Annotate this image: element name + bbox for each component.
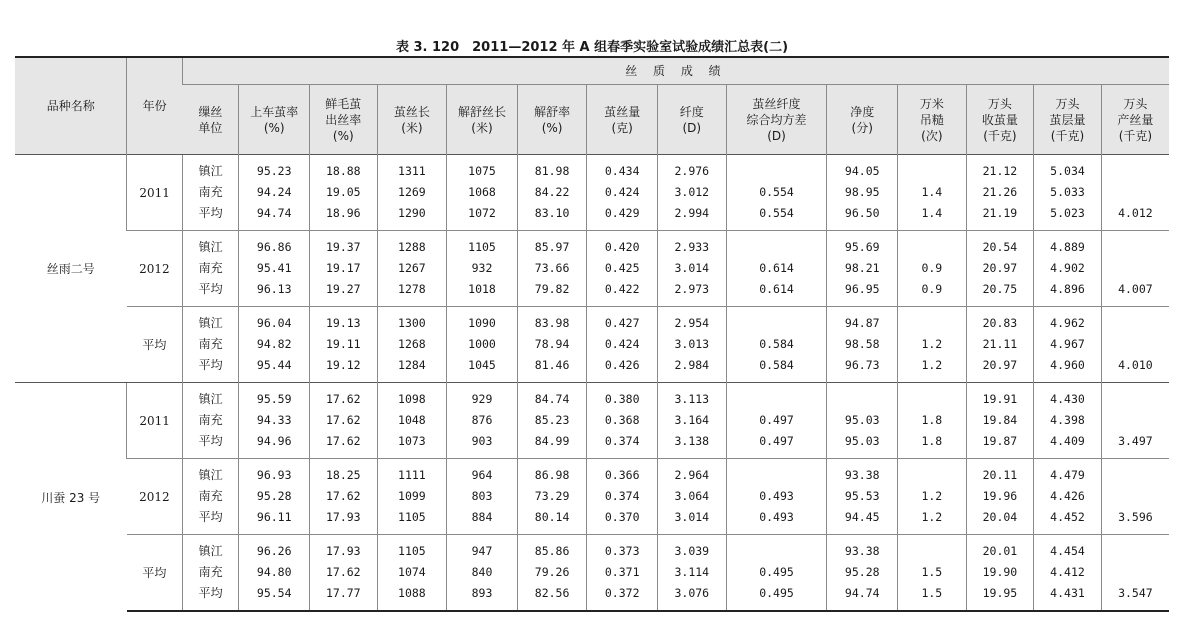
column-header: 纤度 (D) [658,85,727,155]
value-cell: 0.493 0.493 [759,489,794,524]
column-header: 缫丝 单位 [182,85,238,155]
table-row [15,155,1169,231]
table-row [15,535,1169,612]
year-cell: 2011 [127,155,182,231]
year-cell: 2011 [127,383,182,459]
value-cell: 1.4 1.4 [921,185,943,220]
table-row [15,307,1169,383]
value-cell: 85.86 79.26 82.56 [534,544,570,600]
value-cell: 1105 932 1018 [468,240,496,296]
value-cell: 1.5 1.5 [921,565,943,600]
unit-cell: 镇江 南充 平均 [198,316,223,372]
value-cell: 4.430 4.398 4.409 [1050,392,1085,448]
column-header: 上车茧率 (%) [239,85,310,155]
value-cell: 84.74 85.23 84.99 [534,392,570,448]
value-cell: 0.9 0.9 [921,261,943,296]
table-caption: 表 3. 120 2011—2012 年 A 组春季实验室试验成绩汇总表(二) [395,40,789,55]
variety-name: 丝雨二号 [15,155,127,383]
unit-cell: 镇江 南充 平均 [198,468,223,524]
value-cell: 929 876 903 [471,392,493,448]
value-cell: 19.37 19.17 19.27 [325,240,361,296]
value-cell: 20.54 20.97 20.75 [982,240,1018,296]
year-cell: 平均 [127,307,182,383]
value-cell: 81.98 84.22 83.10 [534,164,570,220]
year-cell: 2012 [127,459,182,535]
value-cell: 3.113 3.164 3.138 [674,392,710,448]
column-header: 茧丝长 (米) [377,85,447,155]
header-group: 丝 质 成 绩 [182,57,1169,85]
value-cell: 19.91 19.84 19.87 [982,392,1018,448]
value-cell: 0.434 0.424 0.429 [604,164,640,220]
header-year: 年份 [127,57,182,155]
column-header: 净度 (分) [827,85,898,155]
value-cell: 0.554 0.554 [759,185,794,220]
value-cell: 2.976 3.012 2.994 [674,164,710,220]
value-cell: 20.11 19.96 20.04 [982,468,1018,524]
value-cell: 0.380 0.368 0.374 [604,392,640,448]
value-cell: 1090 1000 1045 [468,316,496,372]
value-cell: 1105 1074 1088 [398,544,426,600]
column-header: 茧丝量 (克) [587,85,658,155]
value-cell: 96.26 94.80 95.54 [256,544,292,600]
value-cell: 4.007 [1118,282,1153,296]
value-cell: 95.23 94.24 94.74 [256,164,292,220]
value-cell: 964 803 884 [471,468,493,524]
value-cell: 83.98 78.94 81.46 [534,316,570,372]
value-cell: 93.38 95.28 94.74 [844,544,880,600]
column-header: 万米 吊糙 (次) [898,85,967,155]
column-header: 解舒丝长 (米) [447,85,518,155]
column-header: 解舒率 (%) [517,85,587,155]
value-cell: 5.034 5.033 5.023 [1050,164,1085,220]
value-cell: 0.614 0.614 [759,261,794,296]
value-cell: 0.366 0.374 0.370 [604,468,640,524]
value-cell: 1311 1269 1290 [398,164,426,220]
column-header: 茧丝纤度 综合均方差 (D) [726,85,827,155]
value-cell: 3.497 [1118,434,1153,448]
value-cell: 17.62 17.62 17.62 [325,392,361,448]
value-cell: 85.97 73.66 79.82 [534,240,570,296]
column-header: 万头 茧层量 (千克) [1034,85,1102,155]
value-cell: 1288 1267 1278 [398,240,426,296]
value-cell: 1098 1048 1073 [398,392,426,448]
value-cell: 1111 1099 1105 [398,468,426,524]
unit-cell: 镇江 南充 平均 [198,544,223,600]
value-cell: 0.495 0.495 [759,565,794,600]
value-cell: 94.05 98.95 96.50 [844,164,880,220]
value-cell: 4.479 4.426 4.452 [1050,468,1085,524]
value-cell: 18.88 19.05 18.96 [325,164,361,220]
value-cell: 3.596 [1118,510,1153,524]
value-cell: 4.010 [1118,358,1153,372]
value-cell: 95.03 95.03 [844,413,880,448]
value-cell: 17.93 17.62 17.77 [325,544,361,600]
value-cell: 96.86 95.41 96.13 [256,240,292,296]
table-row [15,231,1169,307]
year-cell: 2012 [127,231,182,307]
value-cell: 3.039 3.114 3.076 [674,544,710,600]
column-header: 万头 产丝量 (千克) [1101,85,1169,155]
value-cell: 947 840 893 [471,544,493,600]
value-cell: 1.2 1.2 [921,337,943,372]
value-cell: 20.01 19.90 19.95 [982,544,1018,600]
value-cell: 0.497 0.497 [759,413,794,448]
value-cell: 4.454 4.412 4.431 [1050,544,1085,600]
value-cell: 1.2 1.2 [921,489,943,524]
value-cell: 93.38 95.53 94.45 [844,468,880,524]
value-cell: 2.964 3.064 3.014 [674,468,710,524]
unit-cell: 镇江 南充 平均 [198,392,223,448]
table-row [15,383,1169,459]
value-cell: 95.59 94.33 94.96 [256,392,292,448]
results-table [15,56,1169,612]
value-cell: 95.69 98.21 96.95 [844,240,880,296]
value-cell: 18.25 17.62 17.93 [325,468,361,524]
value-cell: 86.98 73.29 80.14 [534,468,570,524]
value-cell: 3.547 [1118,586,1153,600]
value-cell: 1075 1068 1072 [468,164,496,220]
unit-cell: 镇江 南充 平均 [198,240,223,296]
value-cell: 1300 1268 1284 [398,316,426,372]
value-cell: 4.962 4.967 4.960 [1050,316,1085,372]
value-cell: 4.012 [1118,206,1153,220]
value-cell: 0.373 0.371 0.372 [604,544,640,600]
column-header: 万头 收茧量 (千克) [966,85,1034,155]
value-cell: 1.8 1.8 [921,413,943,448]
value-cell: 96.93 95.28 96.11 [256,468,292,524]
value-cell: 21.12 21.26 21.19 [982,164,1018,220]
value-cell: 19.13 19.11 19.12 [325,316,361,372]
column-header: 鲜毛茧 出丝率 (%) [310,85,378,155]
variety-name: 川蚕 23 号 [15,383,127,612]
value-cell: 2.933 3.014 2.973 [674,240,710,296]
table-row [15,459,1169,535]
value-cell: 2.954 3.013 2.984 [674,316,710,372]
value-cell: 4.889 4.902 4.896 [1050,240,1085,296]
value-cell: 0.420 0.425 0.422 [604,240,640,296]
value-cell: 0.584 0.584 [759,337,794,372]
value-cell: 96.04 94.82 95.44 [256,316,292,372]
value-cell: 0.427 0.424 0.426 [604,316,640,372]
value-cell: 20.83 21.11 20.97 [982,316,1018,372]
header-variety: 品种名称 [15,57,127,155]
year-cell: 平均 [127,535,182,612]
unit-cell: 镇江 南充 平均 [198,164,223,220]
value-cell: 94.87 98.58 96.73 [844,316,880,372]
